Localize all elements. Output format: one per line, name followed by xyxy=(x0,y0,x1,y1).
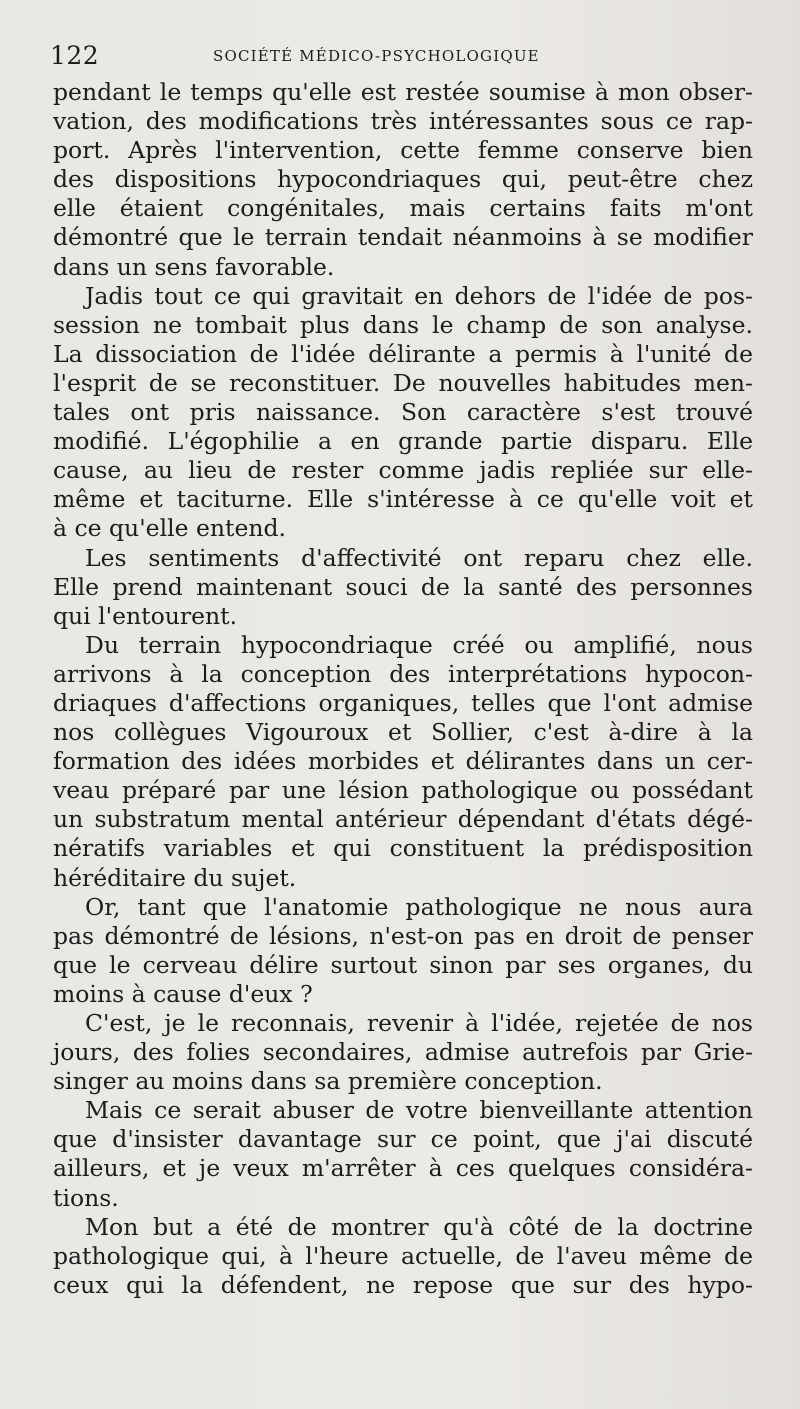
text-line: port. Après l'intervention, cette femme conserve bien xyxy=(53,136,753,165)
text-line: veau préparé par une lésion pathologique ou possédant xyxy=(53,776,753,805)
text-line: Mais ce serait abuser de votre bienveillante attention xyxy=(85,1096,753,1125)
text-line: ceux qui la défendent, ne repose que sur des hypo- xyxy=(53,1270,753,1299)
text-line: l'esprit de se reconstituer. De nouvelles habitudes men- xyxy=(53,368,753,397)
text-line: arrivons à la conception des interprétations hypocon- xyxy=(53,659,753,688)
text-line: formation des idées morbides et délirantes dans un cer- xyxy=(53,747,753,776)
text-line: un substratum mental antérieur dépendant d'états dégé- xyxy=(53,805,753,834)
text-line: tales ont pris naissance. Son caractère s'est trouvé xyxy=(53,398,753,427)
text-line: nos collègues Vigouroux et Sollier, c'est à-dire à la xyxy=(53,718,753,747)
text-line: modifié. L'égophilie a en grande partie disparu. Elle xyxy=(53,427,753,456)
text-line: cause, au lieu de rester comme jadis repliée sur elle- xyxy=(53,456,753,485)
text-line: même et taciturne. Elle s'intéresse à ce qu'elle voit et xyxy=(53,485,753,514)
text-line: elle étaient congénitales, mais certains faits m'ont xyxy=(53,194,753,223)
text-line: singer au moins dans sa première conception. xyxy=(53,1067,603,1096)
text-line: C'est, je le reconnais, revenir à l'idée, rejetée de nos xyxy=(85,1009,753,1037)
text-line: Les sentiments d'affectivité ont reparu chez elle. xyxy=(85,543,753,572)
text-line: pendant le temps qu'elle est restée soumise à mon obser- xyxy=(53,78,753,106)
text-line: à ce qu'elle entend. xyxy=(53,514,287,543)
text-line: Or, tant que l'anatomie pathologique ne nous aura xyxy=(85,892,753,921)
text-line: ailleurs, et je veux m'arrêter à ces quelques considéra- xyxy=(53,1154,753,1183)
text-line: nératifs variables et qui constituent la prédisposition xyxy=(53,834,753,863)
text-line: moins à cause d'eux ? xyxy=(53,979,313,1008)
text-line: Du terrain hypocondriaque créé ou amplifié, nous xyxy=(85,630,753,659)
body-text xyxy=(53,78,753,1300)
text-line: démontré que le terrain tendait néanmoins à se modifier xyxy=(53,223,753,252)
text-line: des dispositions hypocondriaques qui, peut-être chez xyxy=(53,165,753,194)
text-line: qui l'entourent. xyxy=(53,601,238,630)
text-line: La dissociation de l'idée délirante a permis à l'unité de xyxy=(53,339,753,368)
text-line: jours, des folies secondaires, admise autrefois par Grie- xyxy=(53,1038,753,1067)
running-title: SOCIÉTÉ MÉDICO-PSYCHOLOGIQUE xyxy=(213,47,540,65)
text-line: pathologique qui, à l'heure actuelle, de l'aveu même de xyxy=(53,1241,753,1270)
text-line: que le cerveau délire surtout sinon par ses organes, du xyxy=(53,950,753,979)
text-line: héréditaire du sujet. xyxy=(53,863,297,892)
text-line: driaques d'affections organiques, telles que l'ont admise xyxy=(53,688,753,717)
page-number: 122 xyxy=(50,41,100,70)
text-line: vation, des modifications très intéressantes sous ce rap- xyxy=(53,107,753,136)
text-line: dans un sens favorable. xyxy=(53,252,335,281)
text-line: pas démontré de lésions, n'est-on pas en droit de penser xyxy=(53,921,753,950)
text-line: Jadis tout ce qui gravitait en dehors de l'idée de pos- xyxy=(85,281,753,310)
text-line: Mon but a été de montrer qu'à côté de la doctrine xyxy=(85,1212,753,1241)
text-line: session ne tombait plus dans le champ de son analyse. xyxy=(53,310,753,339)
running-head xyxy=(50,38,750,74)
text-line: tions. xyxy=(53,1183,119,1212)
text-line: que d'insister davantage sur ce point, que j'ai discuté xyxy=(53,1125,753,1154)
text-line: Elle prend maintenant souci de la santé des personnes xyxy=(53,572,753,601)
